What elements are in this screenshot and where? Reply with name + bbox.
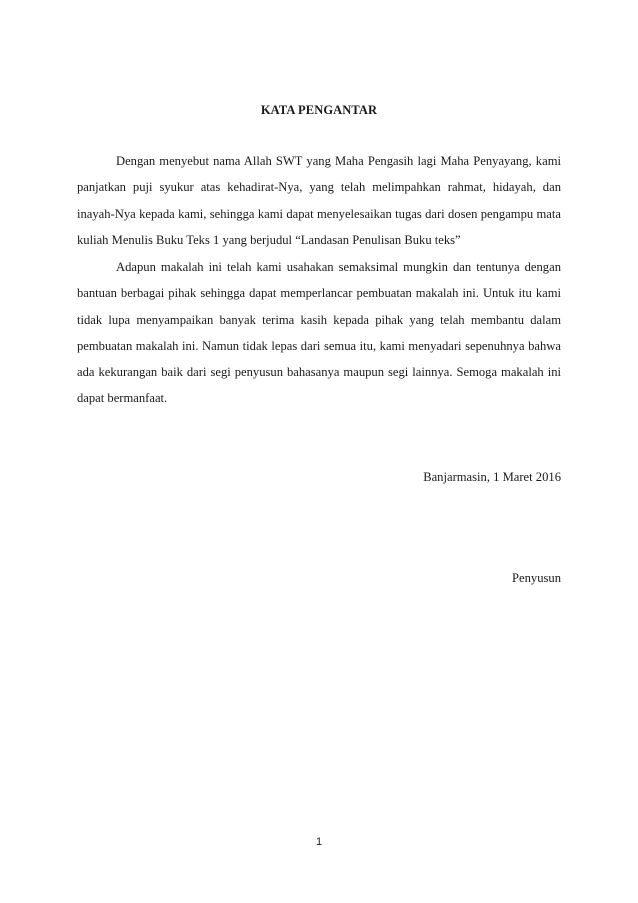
page-title: KATA PENGANTAR <box>260 103 378 117</box>
paragraph-acknowledgement: Adapun makalah ini telah kami usahakan semaksimal mungkin dan tentunya dengan bantuan berbagai pihak sehingga dapat memperlancar pembuatan makalah ini. Untuk itu kami tidak lupa menyampaikan banyak terima kasih kepada pihak yang telah membantu dalam pembuatan makalah ini. Namun tidak lepas dari semua itu, kami menyadari sepenuhnya bahwa ada kekurangan baik dari segi penyusun bahasanya maupun segi lainnya. Semoga makalah ini dapat bermanfaat. <box>77 260 561 406</box>
page-number: 1 <box>315 836 323 848</box>
author-signature: Penyusun <box>512 571 561 585</box>
paragraph-opening: Dengan menyebut nama Allah SWT yang Maha Pengasih lagi Maha Penyayang, kami panjatkan puji syukur atas kehadirat-Nya, yang telah melimpahkan rahmat, hidayah, dan inayah-Nya kepada kami, sehingga kami dapat menyelesaikan tugas dari dosen pengampu mata kuliah Menulis Buku Teks 1 yang berjudul “Landasan Penulisan Buku teks” <box>77 154 561 247</box>
place-and-date: Banjarmasin, 1 Maret 2016 <box>423 470 561 484</box>
